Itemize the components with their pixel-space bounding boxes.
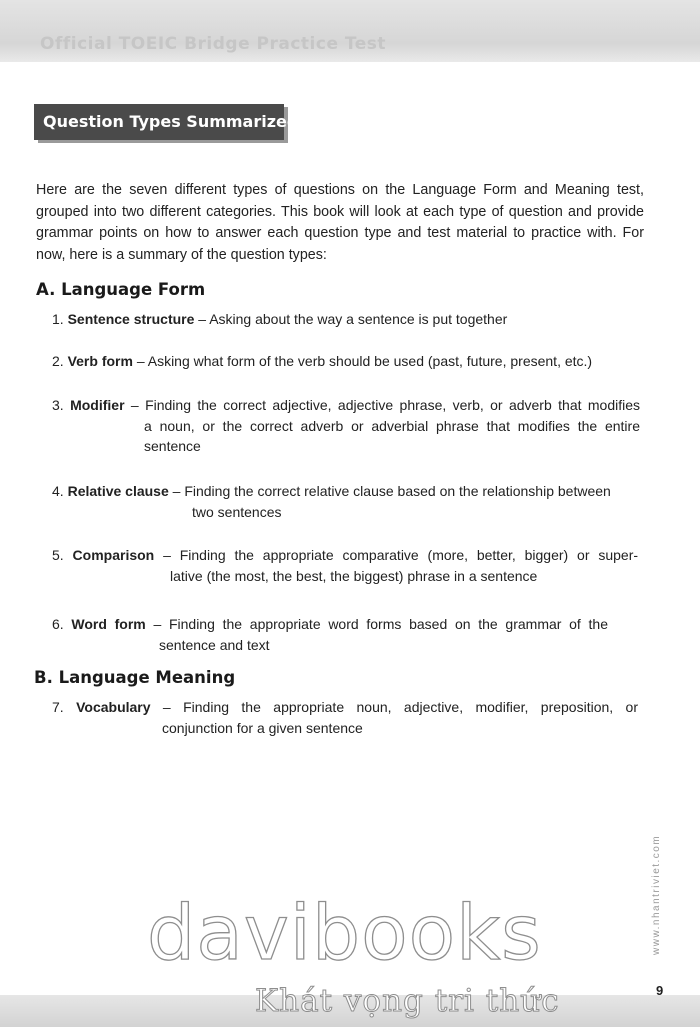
intro-paragraph: Here are the seven different types of questions on the Language Form and Meaning test, grouped into two different categories. This book will look at each type of question and provide grammar points on how to answer each question type and test material to practice with. For now, here is a summary of the question types: (36, 182, 644, 263)
item-continuation: a noun, or the correct adverb or adverbial phrase that modifies the entire (144, 417, 640, 434)
item-description: – Finding the appropriate comparative (more, better, bigger) or super- (154, 547, 639, 563)
list-item (52, 395, 640, 457)
item-term: Modifier (70, 397, 125, 413)
item-term: Sentence structure (67, 311, 195, 327)
section-title-language-meaning: B. Language Meaning (34, 668, 236, 687)
item-number: 4. (52, 483, 64, 499)
item-number: 3. (52, 397, 64, 413)
site-url: www.nhantriviet.com (651, 834, 662, 955)
item-first-line (52, 395, 640, 416)
item-term: Word form (71, 616, 146, 632)
watermark-slogan: Khát vọng tri thức (255, 983, 560, 1019)
item-description: – Finding the appropriate word forms based on the grammar of the (145, 616, 608, 632)
item-first-line (52, 545, 638, 566)
list-item (52, 614, 608, 655)
item-first-line (52, 697, 638, 718)
item-continuation: conjunction for a given sentence (162, 719, 363, 736)
section-title-language-form: A. Language Form (36, 280, 206, 299)
item-continuation: two sentences (192, 503, 282, 520)
list-item (52, 309, 552, 330)
item-number: 2. (52, 353, 64, 369)
item-continuation: sentence (144, 438, 201, 454)
item-first-line (52, 353, 592, 369)
section-heading-box (34, 104, 299, 140)
watermark-logo: davibooks (147, 888, 542, 977)
item-description: – Finding the appropriate noun, adjective, modifier, preposition, or (150, 699, 639, 715)
page-number: 9 (656, 983, 664, 998)
item-number: 6. (52, 616, 64, 632)
list-item (52, 481, 640, 522)
faded-header-title: Official TOEIC Bridge Practice Test (40, 34, 387, 54)
item-term: Vocabulary (76, 699, 151, 715)
list-item (52, 351, 642, 372)
item-description: – Asking about the way a sentence is put together (194, 311, 508, 327)
section-heading: Question Types Summarized (43, 112, 299, 131)
item-first-line (52, 311, 507, 327)
item-term: Comparison (72, 547, 155, 563)
item-description: – Asking what form of the verb should be used (past, future, present, etc.) (132, 353, 593, 369)
item-description: – Finding the correct adjective, adjective phrase, verb, or adverb that modifies (124, 397, 640, 413)
item-continuation: lative (the most, the best, the biggest) phrase in a sentence (170, 567, 538, 584)
list-item (52, 545, 638, 586)
item-continuation: sentence and text (159, 636, 270, 653)
list-item (52, 697, 638, 738)
item-first-line (52, 614, 608, 635)
item-number: 1. (52, 311, 64, 327)
item-description: – Finding the correct relative clause based on the relationship between (168, 483, 611, 499)
item-term: Verb form (67, 353, 133, 369)
item-first-line (52, 483, 611, 499)
item-number: 7. (52, 699, 64, 715)
item-term: Relative clause (67, 483, 169, 499)
header-band (0, 0, 700, 62)
item-number: 5. (52, 547, 64, 563)
